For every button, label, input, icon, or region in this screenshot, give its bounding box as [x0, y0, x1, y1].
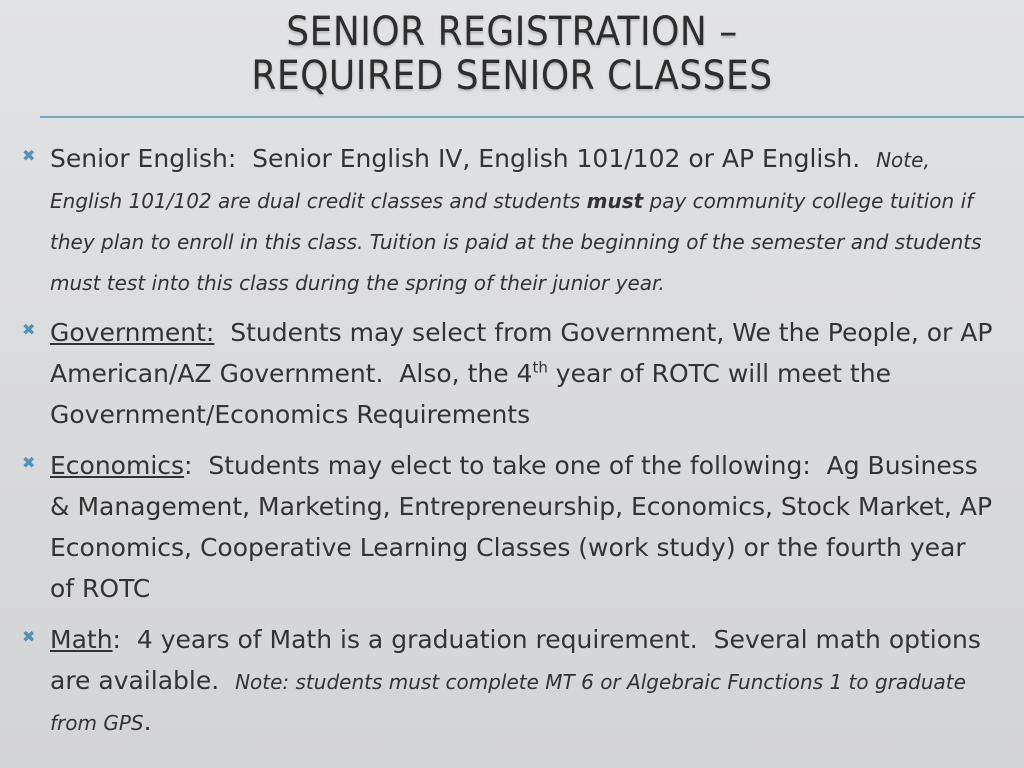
bullet-text-a: Students may select from Government, We the People, or AP American/AZ Government. Also, the 4 [50, 318, 1001, 388]
bullet-colon: : [205, 318, 215, 347]
title-line-2: REQUIRED SENIOR CLASSES [251, 53, 773, 99]
ordinal-suffix: th [532, 358, 548, 377]
bullet-list [14, 138, 1001, 752]
bullet-label: Government [50, 318, 206, 347]
bullet-label: Economics [50, 451, 185, 480]
note-text-a: Note, English 101/102 are dual credit classes and students [50, 148, 930, 213]
x-mark-icon: ✖ [22, 320, 36, 339]
bullet-label: Math [50, 625, 113, 654]
bullet-note: Note: students must complete MT 6 or Algebraic Functions 1 to graduate from GPS [50, 670, 966, 735]
x-mark-icon: ✖ [22, 453, 36, 472]
bullet-text: : Students may elect to take one of the following: Ag Business & Management, Marketing, Entrepreneurship, Economics, Stock Market, AP Economics, Cooperative Learning Classes (work study) or the fourth year of ROTC [50, 451, 1001, 603]
bullet-text: Senior English IV, English 101/102 or AP English. [236, 144, 877, 173]
x-mark-icon: ✖ [22, 627, 36, 646]
x-mark-icon: ✖ [22, 146, 36, 165]
slide-title [0, 10, 1024, 98]
bullet-text-b: is a graduation requirement. Several math options are available. [50, 625, 989, 695]
title-divider [40, 116, 1024, 118]
note-text-b: pay community college tuition if they plan to enroll in this class. Tuition is paid at the beginning of the semester and students must test into this class during the spring of their junior year. [50, 189, 982, 295]
math-word: Math [269, 625, 333, 654]
title-line-1: SENIOR REGISTRATION – [286, 9, 738, 55]
bullet-text-b: year of ROTC will meet the Government/Economics Requirements [50, 359, 891, 429]
bullet-government [14, 312, 1001, 435]
bullet-senior-english [14, 138, 994, 302]
note-emphasis: must [586, 189, 644, 213]
bullet-label: Senior English: [50, 144, 237, 173]
bullet-math [14, 619, 994, 742]
bullet-economics [14, 445, 1001, 609]
bullet-text-a: : 4 years of [112, 625, 270, 654]
bullet-end: . [143, 707, 152, 736]
